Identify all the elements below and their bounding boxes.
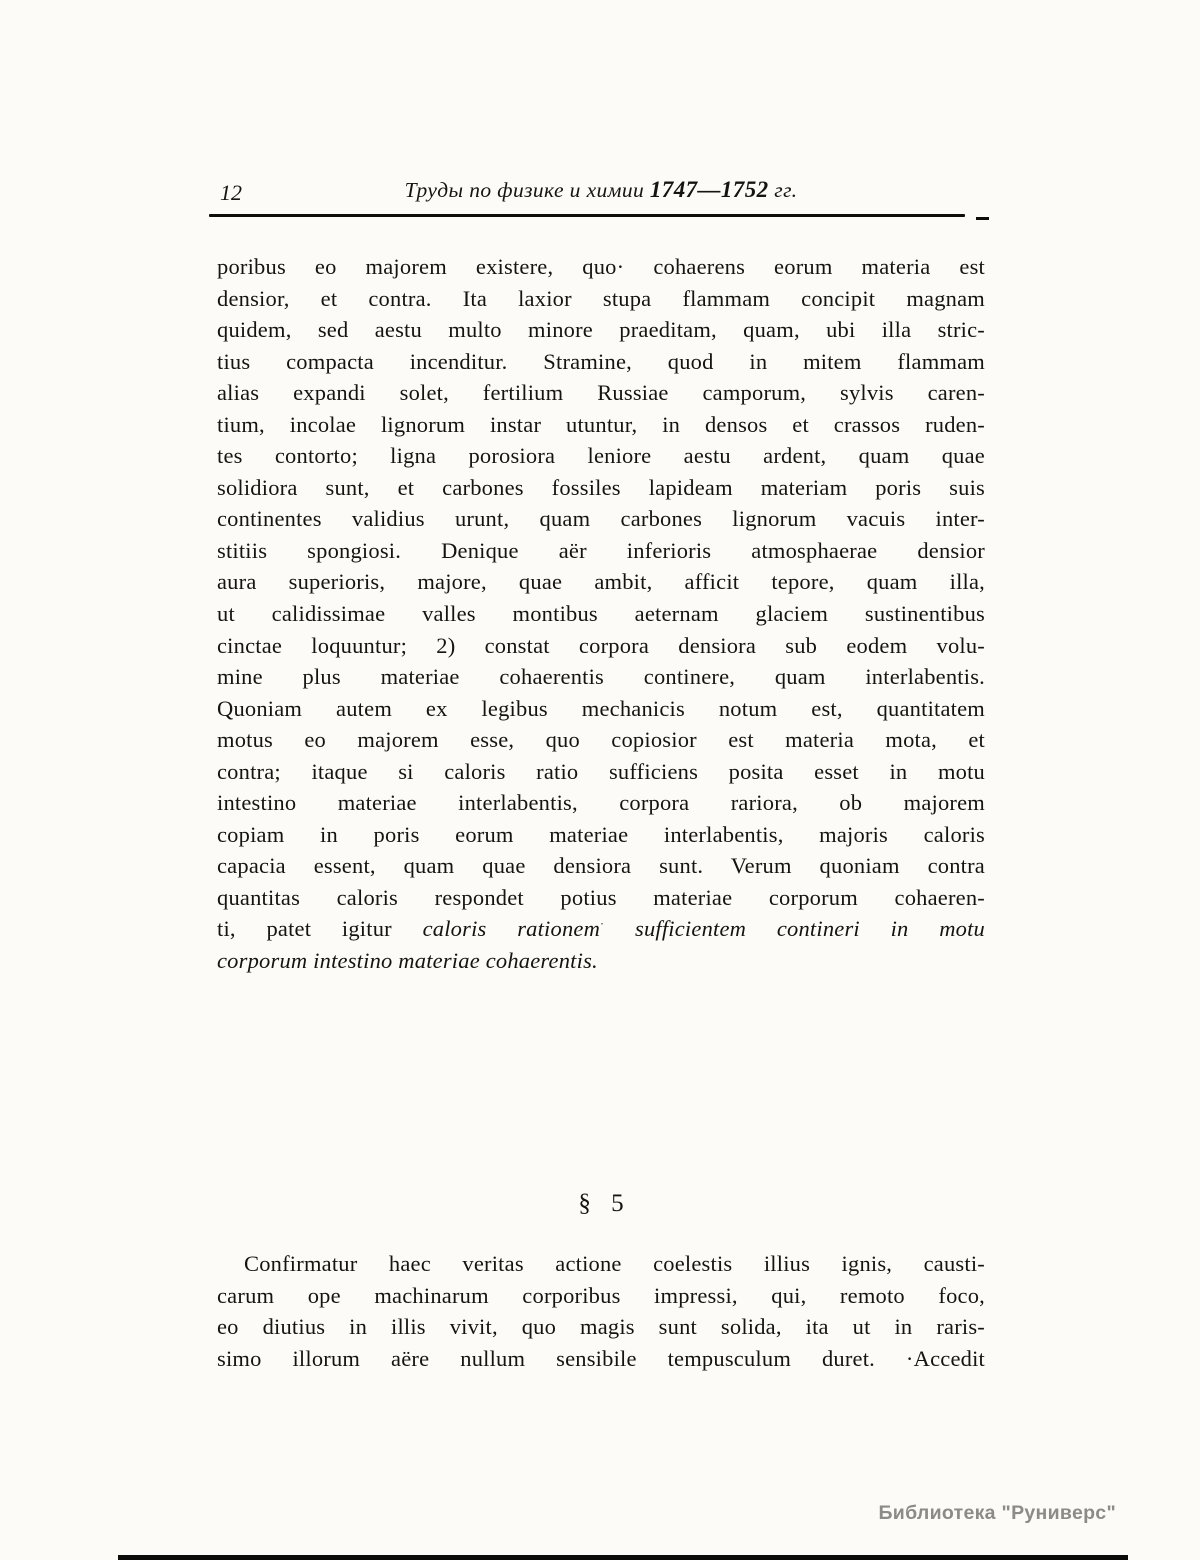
text-line: capacia essent, quam quae densiora sunt. Verum quoniam contra bbox=[217, 853, 985, 879]
text-line: simo illorum aëre nullum sensibile tempusculum duret. ·Accedit bbox=[217, 1345, 985, 1371]
text-roman-segment: ti, patet igitur bbox=[217, 916, 423, 942]
text-line: motus eo majorem esse, quo copiosior est materia mota, et bbox=[217, 727, 985, 753]
text-line-mixed-italic bbox=[217, 913, 985, 945]
text-italic-segment: caloris rationem bbox=[422, 916, 601, 942]
text-line: quidem, sed aestu multo minore praeditam, quam, ubi illa stric- bbox=[217, 317, 985, 343]
text-line: Confirmatur haec veritas actione coelestis illius ignis, causti- bbox=[244, 1251, 985, 1276]
text-line: contra; itaque si caloris ratio sufficiens posita esset in motu bbox=[217, 758, 985, 784]
paragraph-2 bbox=[217, 1248, 985, 1374]
header-rule bbox=[209, 214, 965, 217]
text-line: poribus eo majorem existere, quo· cohaerens eorum materia est bbox=[217, 254, 985, 279]
header-title-text: Труды по физике и химии bbox=[404, 178, 650, 202]
scan-edge-bar bbox=[118, 1555, 1128, 1560]
text-italic-segment: sufficientem contineri in motu bbox=[634, 916, 986, 942]
text-line: tium, incolae lignorum instar utuntur, in densos et crassos ruden- bbox=[217, 411, 985, 437]
text-line: cinctae loquuntur; 2) constat corpora densiora sub eodem volu- bbox=[217, 632, 985, 658]
text-line: tius compacta incenditur. Stramine, quod in mitem flammam bbox=[217, 348, 985, 374]
header-title-years: 1747—1752 bbox=[649, 177, 769, 202]
text-line: aura superioris, majore, quae ambit, afficit tepore, quam illa, bbox=[217, 569, 985, 595]
library-watermark: Библиотека "Руниверс" bbox=[878, 1502, 1116, 1524]
text-line: quantitas caloris respondet potius materiae corporum cohaeren- bbox=[217, 884, 985, 910]
text-line: intestino materiae interlabentis, corpora rariora, ob majorem bbox=[217, 790, 985, 816]
text-line: ut calidissimae valles montibus aeternam glaciem sustinentibus bbox=[217, 601, 985, 627]
text-line: solidiora sunt, et carbones fossiles lapideam materiam poris suis bbox=[217, 474, 985, 500]
text-line: copiam in poris eorum materiae interlabentis, majoris caloris bbox=[217, 821, 985, 847]
header-title-suffix: гг. bbox=[768, 178, 798, 202]
text-line: continentes validius urunt, quam carbones lignorum vacuis inter- bbox=[217, 506, 985, 532]
text-line: alias expandi solet, fertilium Russiae camporum, sylvis caren- bbox=[217, 380, 985, 406]
running-header-title bbox=[217, 177, 985, 203]
page-number: 12 bbox=[220, 180, 242, 205]
text-line: Quoniam autem ex legibus mechanicis notum est, quantitatem bbox=[217, 695, 985, 721]
text-line: densior, et contra. Ita laxior stupa flammam concipit magnam bbox=[217, 285, 985, 311]
text-line: mine plus materiae cohaerentis continere, quam interlabentis. bbox=[217, 664, 985, 690]
section-heading: § 5 bbox=[578, 1190, 624, 1217]
text-line: stitiis spongiosi. Denique aër inferioris atmosphaerae densior bbox=[217, 537, 985, 563]
text-line-italic: corporum intestino materiae cohaerentis. bbox=[217, 948, 598, 974]
text-line: carum ope machinarum corporibus impressi, qui, remoto foco, bbox=[217, 1282, 985, 1308]
text-line: tes contorto; ligna porosiora leniore aestu ardent, quam quae bbox=[217, 443, 985, 469]
footnote-dot-mark: · bbox=[600, 916, 605, 931]
paragraph-1 bbox=[217, 251, 985, 977]
header-rule-dash bbox=[976, 217, 989, 220]
text-line: eo diutius in illis vivit, quo magis sunt solida, ita ut in raris- bbox=[217, 1314, 985, 1340]
